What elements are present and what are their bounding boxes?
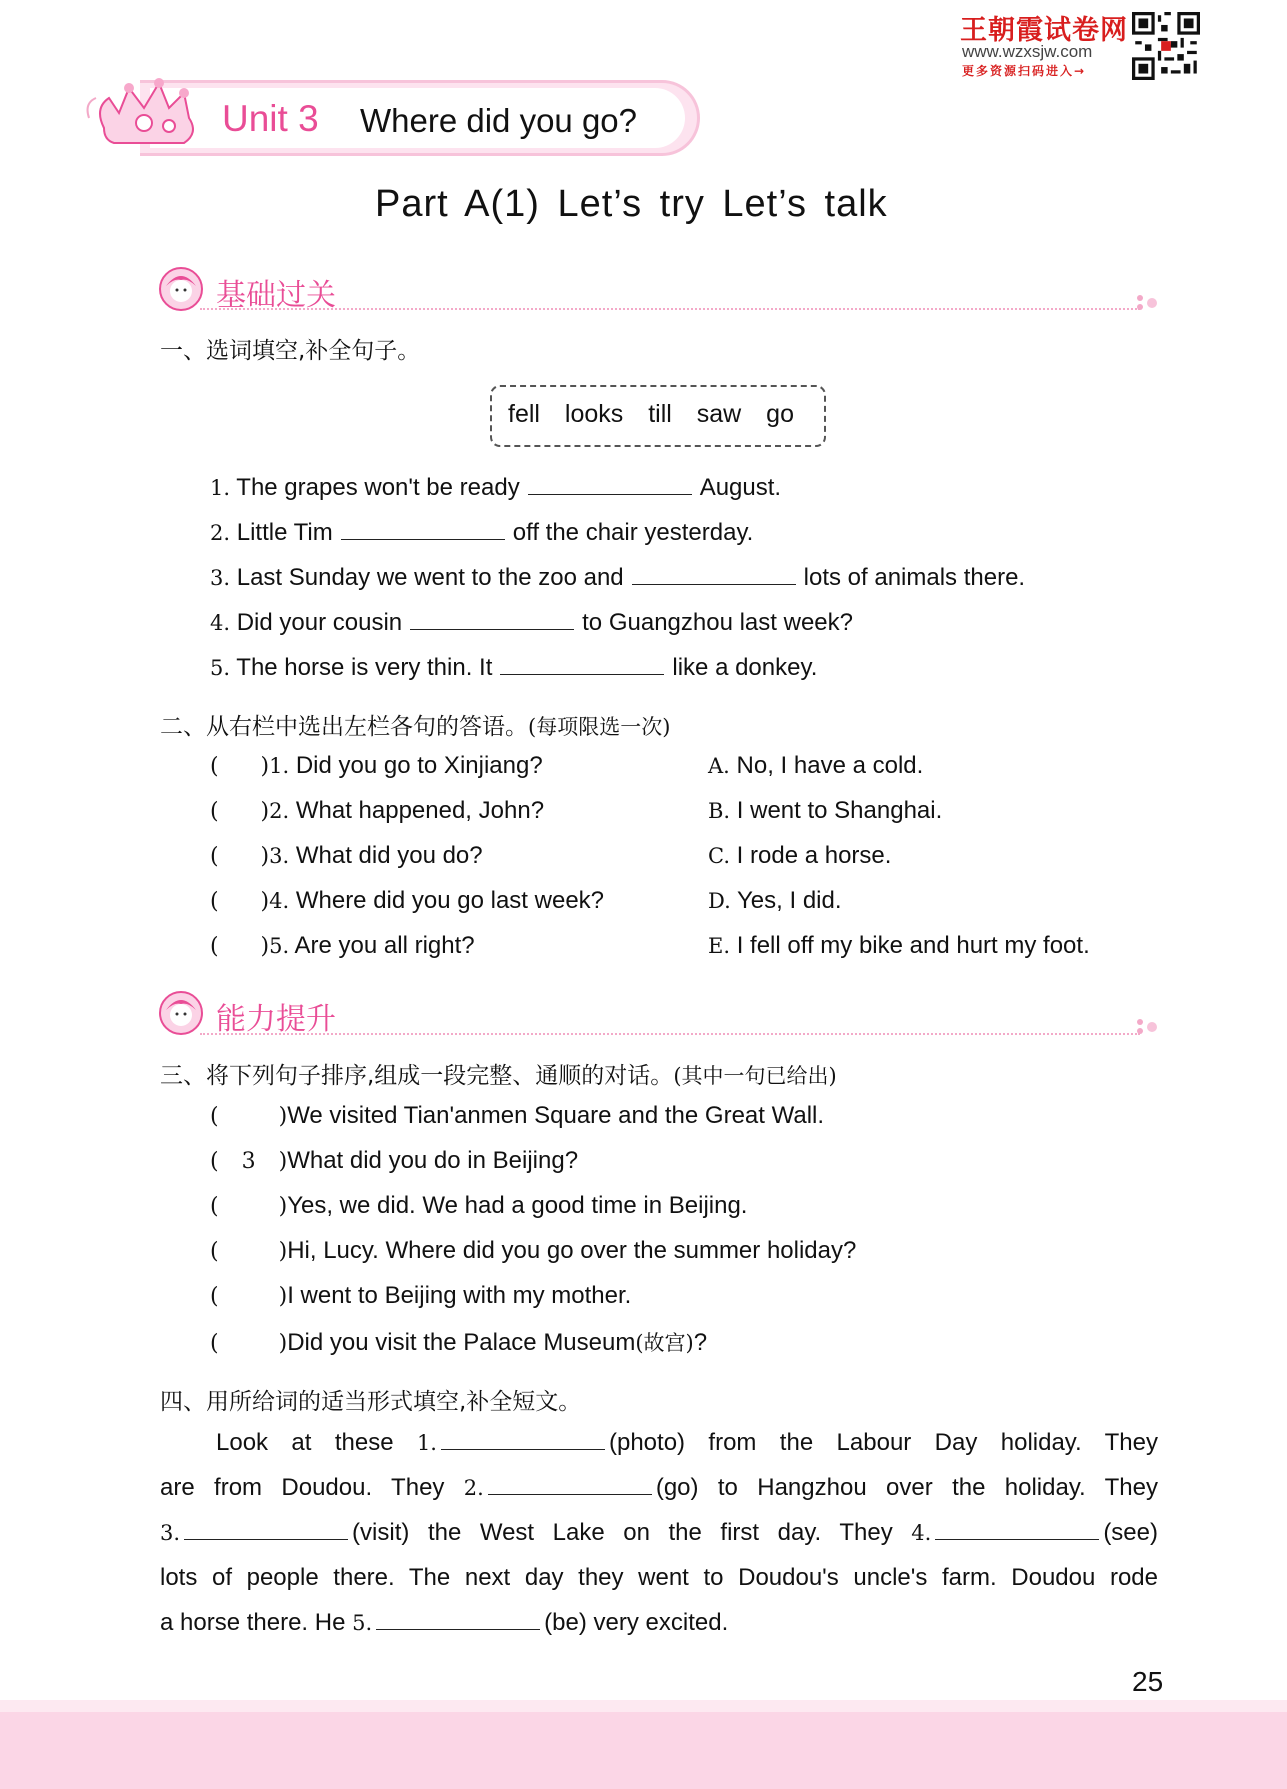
q3-item-1	[210, 1102, 824, 1130]
passage-text: a horse there. He	[160, 1609, 346, 1636]
item-tail: ?	[693, 1329, 708, 1356]
girl-avatar-icon	[158, 266, 204, 312]
option-text: I went to Shanghai.	[736, 797, 943, 824]
part-title: Part A(1) Let’s try Let’s talk	[375, 183, 888, 225]
page-number: 25	[1132, 1666, 1164, 1697]
option-text: No, I have a cold.	[736, 752, 924, 779]
item-text: like a donkey.	[672, 654, 818, 681]
q2-left-1	[210, 752, 543, 780]
q2-instruction-text: 二、从右栏中选出左栏各句的答语。	[160, 714, 528, 740]
item-text: to Guangzhou last week?	[582, 609, 853, 636]
passage-text: from the Labour Day holiday. They	[708, 1429, 1158, 1456]
item-number: 2.	[269, 799, 290, 823]
q2-right-a	[708, 752, 923, 780]
item-text: Hi, Lucy. Where did you go over the summer holiday?	[287, 1237, 857, 1264]
q3-note: (其中一句已给出)	[673, 1064, 837, 1088]
q4-instruction: 四、用所给词的适当形式填空,补全短文。	[160, 1389, 582, 1415]
q2-left-5	[210, 932, 475, 960]
dots-decoration-icon	[1134, 1018, 1160, 1036]
q4-passage-line-4	[160, 1555, 1158, 1600]
q3-item-4	[210, 1237, 856, 1265]
hint-word: (be)	[544, 1609, 587, 1636]
girl-avatar-icon	[158, 990, 204, 1036]
footer-band	[0, 1712, 1287, 1789]
option-text: I fell off my bike and hurt my foot.	[736, 932, 1090, 959]
blank-number: 4.	[911, 1521, 932, 1545]
section-header-advanced: 能力提升	[216, 1002, 336, 1037]
item-number: 1.	[210, 476, 231, 500]
item-text: Are you all right?	[294, 932, 475, 959]
q3-instruction-text: 三、将下列句子排序,组成一段完整、通顺的对话。	[160, 1063, 674, 1089]
hint-word: (visit)	[352, 1519, 410, 1546]
q2-instruction	[160, 708, 670, 741]
answer-paren[interactable]: ( )	[210, 889, 270, 914]
order-paren[interactable]: ( )	[210, 1239, 288, 1264]
item-text: lots of animals there.	[803, 564, 1026, 591]
q1-item-3	[210, 562, 1025, 592]
option-letter: D.	[708, 889, 731, 913]
q2-right-d	[708, 887, 842, 915]
hint-word: (go)	[655, 1474, 699, 1501]
section-divider	[200, 308, 1140, 310]
passage-blank[interactable]	[184, 1517, 348, 1540]
blank-number: 3.	[160, 1521, 181, 1545]
order-paren[interactable]: ( )	[210, 1104, 288, 1129]
answer-paren[interactable]: ( )	[210, 844, 270, 869]
item-text: Did you visit the Palace Museum	[287, 1329, 636, 1356]
item-number: 3.	[269, 844, 290, 868]
item-text: Little Tim	[236, 519, 333, 546]
item-cn-note: (故宫)	[635, 1331, 694, 1355]
q1-item-4	[210, 607, 853, 637]
answer-paren[interactable]: ( )	[210, 754, 270, 779]
passage-blank[interactable]	[441, 1427, 605, 1450]
brand-url: www.wzxsjw.com	[962, 42, 1093, 61]
passage-text: Look at these	[216, 1429, 394, 1456]
q4-passage-line-1	[160, 1420, 1158, 1466]
q1-item-1	[210, 472, 781, 502]
item-text: August.	[699, 474, 782, 501]
q2-left-4	[210, 887, 604, 915]
qr-code-icon	[1132, 12, 1200, 80]
option-text: Yes, I did.	[737, 887, 842, 914]
item-text: Last Sunday we went to the zoo and	[236, 564, 624, 591]
item-number: 4.	[210, 611, 231, 635]
option-letter: E.	[708, 934, 731, 958]
item-number: 5.	[210, 656, 231, 680]
passage-text: to Hangzhou over the holiday. They	[717, 1474, 1158, 1501]
item-text: What did you do in Beijing?	[287, 1147, 579, 1174]
q4-passage-line-2	[160, 1465, 1158, 1511]
q3-item-5	[210, 1282, 631, 1310]
brand-tip: 更多资源扫码进入→	[962, 64, 1087, 78]
q2-left-2	[210, 797, 544, 825]
q2-right-b	[708, 797, 942, 825]
item-text: Where did you go last week?	[295, 887, 605, 914]
hint-word: (see)	[1103, 1519, 1158, 1546]
q2-note: (每项限选一次)	[528, 715, 671, 739]
q4-passage-line-3	[160, 1510, 1158, 1556]
item-number: 2.	[210, 521, 231, 545]
q3-item-3	[210, 1192, 747, 1220]
item-text: Did your cousin	[236, 609, 403, 636]
q2-right-c	[708, 842, 891, 870]
blank-number: 2.	[463, 1476, 484, 1500]
passage-blank[interactable]	[935, 1517, 1099, 1540]
answer-blank[interactable]	[632, 562, 796, 585]
item-text: The horse is very thin. It	[236, 654, 493, 681]
item-text: Yes, we did. We had a good time in Beijing.	[287, 1192, 748, 1219]
unit-title: Where did you go?	[360, 102, 638, 139]
unit-label: Unit 3	[222, 98, 319, 139]
option-text: I rode a horse.	[736, 842, 892, 869]
mascot-crown-icon	[84, 58, 214, 158]
answer-blank[interactable]	[410, 607, 574, 630]
passage-blank[interactable]	[488, 1472, 652, 1495]
answer-paren[interactable]: ( )	[210, 799, 270, 824]
item-text: I went to Beijing with my mother.	[287, 1282, 632, 1309]
option-letter: C.	[708, 844, 730, 868]
item-text: We visited Tian'anmen Square and the Great Wall.	[287, 1102, 825, 1129]
q3-item-2	[210, 1147, 578, 1175]
option-letter: B.	[708, 799, 731, 823]
blank-number: 5.	[352, 1611, 373, 1635]
answer-blank[interactable]	[341, 517, 505, 540]
order-answer: 3	[241, 1149, 256, 1174]
dots-decoration-icon	[1134, 294, 1160, 312]
passage-text: lots of people there. The next day they went to Doudou's uncle's farm. Doudou rode	[160, 1564, 1158, 1591]
answer-blank[interactable]	[500, 652, 664, 675]
q1-item-5	[210, 652, 817, 682]
section-header-basic: 基础过关	[216, 278, 336, 313]
q4-passage-line-5	[160, 1600, 1158, 1646]
order-paren[interactable]: ( 3 )	[210, 1149, 288, 1174]
order-paren[interactable]: ( )	[210, 1194, 288, 1219]
word-bank: fell looks till saw go	[508, 400, 794, 428]
section-divider	[200, 1033, 1140, 1035]
q1-instruction: 一、选词填空,补全句子。	[160, 338, 421, 364]
item-text: What happened, John?	[295, 797, 545, 824]
item-number: 4.	[269, 889, 290, 913]
order-paren[interactable]: ( )	[210, 1284, 288, 1309]
brand-name: 王朝霞试卷网	[960, 15, 1128, 46]
item-text: What did you do?	[295, 842, 483, 869]
q3-instruction	[160, 1057, 837, 1090]
q1-item-2	[210, 517, 753, 547]
item-text: The grapes won't be ready	[236, 474, 520, 501]
hint-word: (photo)	[608, 1429, 686, 1456]
blank-number: 1.	[416, 1431, 437, 1455]
item-text: off the chair yesterday.	[512, 519, 754, 546]
q2-right-e	[708, 932, 1090, 960]
item-number: 1.	[269, 754, 290, 778]
order-paren[interactable]: ( )	[210, 1331, 288, 1356]
q2-left-3	[210, 842, 483, 870]
option-letter: A.	[708, 754, 730, 778]
answer-blank[interactable]	[528, 472, 692, 495]
answer-paren[interactable]: ( )	[210, 934, 270, 959]
item-text: Did you go to Xinjiang?	[295, 752, 543, 779]
passage-text: the West Lake on the first day. They	[427, 1519, 893, 1546]
item-number: 5.	[269, 934, 290, 958]
passage-text: very excited.	[593, 1609, 729, 1636]
q3-item-6	[210, 1327, 707, 1357]
passage-blank[interactable]	[376, 1607, 540, 1630]
item-number: 3.	[210, 566, 231, 590]
passage-text: are from Doudou. They	[160, 1474, 445, 1501]
